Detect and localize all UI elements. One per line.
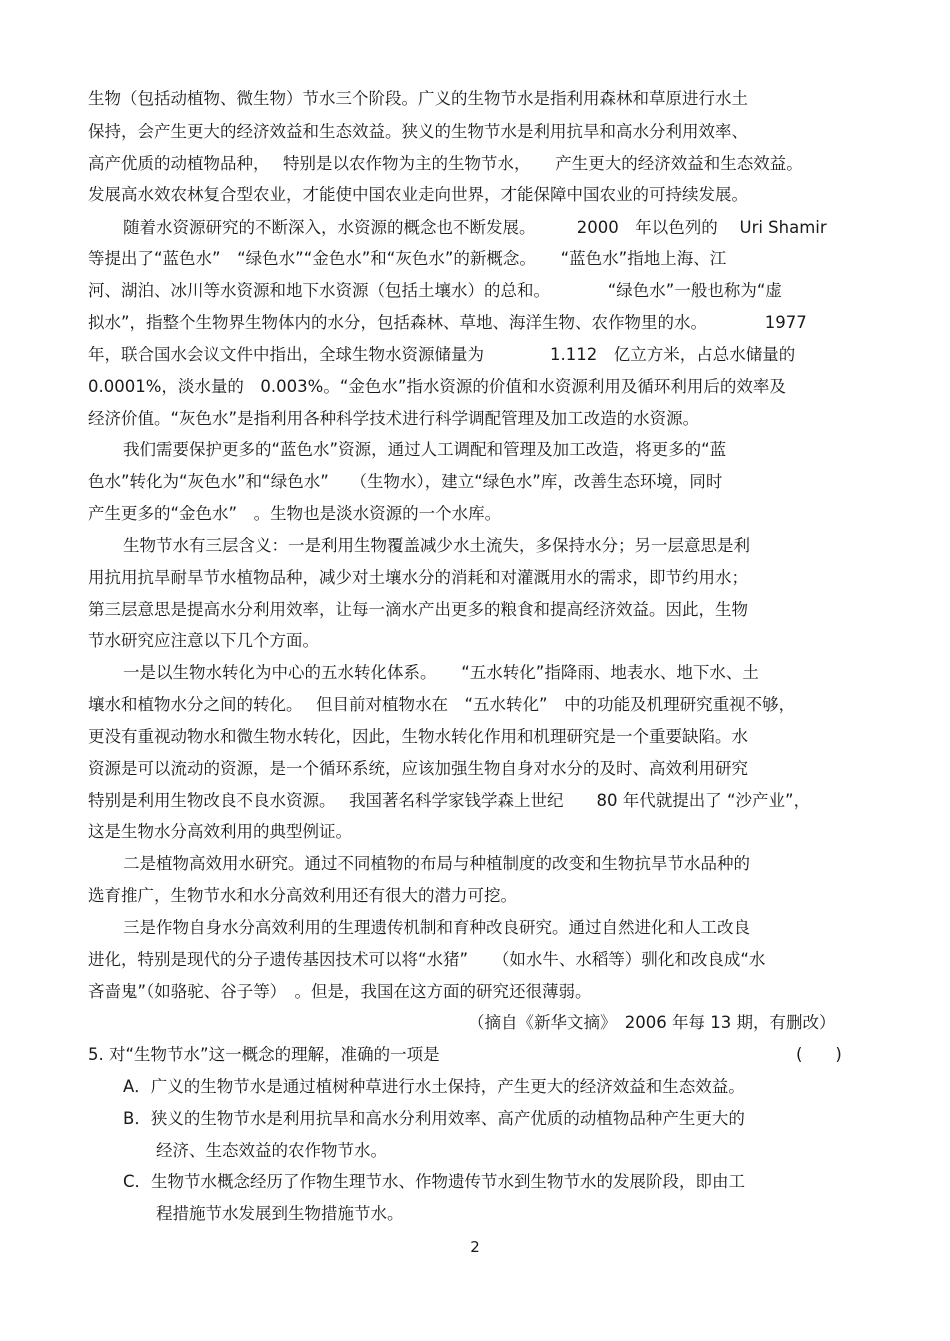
passage-line: 等提出了“蓝色水” “绿色水”“金色水”和“灰色水”的新概念。 “蓝色水”指地上海、江	[88, 249, 727, 268]
answer-parentheses: ( )	[796, 1045, 842, 1064]
passage-line: 吝啬鬼”（如骆驼、谷子等） 。但是，我国在这方面的研究还很薄弱。	[88, 982, 592, 1001]
passage-line: 经济价值。“灰色水”是指利用各种科学技术进行科学调配管理及加工改造的水资源。	[88, 409, 700, 428]
passage-line: 拟水”，指整个生物界生物体内的水分，包括森林、草地、海洋生物、农作物里的水。 1977	[88, 313, 807, 332]
passage-line: 色水”转化为“灰色水”和“绿色水” （生物水），建立“绿色水”库，改善生态环境，同时	[88, 472, 723, 491]
passage-line: 随着水资源研究的不断深入，水资源的概念也不断发展。 2000 年以色列的 Uri Shamir	[123, 218, 827, 237]
passage-line: 二是植物高效用水研究。通过不同植物的布局与种植制度的改变和生物抗旱节水品种的	[123, 854, 750, 873]
passage-line: 选育推广，生物节水和水分高效利用还有很大的潜力可挖。	[88, 886, 517, 905]
passage-line: 用抗用抗旱耐旱节水植物品种，减少对土壤水分的消耗和对灌溉用水的需求，即节约用水；	[88, 568, 748, 587]
passage-line: 保持，会产生更大的经济效益和生态效益。狭义的生物节水是利用抗旱和高水分利用效率、	[88, 122, 748, 141]
option-c-continued: 程措施节水发展到生物措施节水。	[156, 1204, 404, 1223]
passage-line: 第三层意思是提高水分利用效率，让每一滴水产出更多的粮食和提高经济效益。因此，生物	[88, 600, 748, 619]
passage-line: 河、湖泊、冰川等水资源和地下水资源（包括土壤水）的总和。 “绿色水”一般也称为“虚	[88, 281, 782, 300]
passage-line: 壤水和植物水分之间的转化。 但目前对植物水在 “五水转化” 中的功能及机理研究重视不够，	[88, 695, 796, 714]
question-stem: 5. 对“生物节水”这一概念的理解，准确的一项是	[88, 1045, 440, 1064]
passage-line: 更没有重视动物水和微生物水转化，因此，生物水转化作用和机理研究是一个重要缺陷。水	[88, 727, 748, 746]
option-b: B．狭义的生物节水是利用抗旱和高水分利用效率、高产优质的动植物品种产生更大的	[123, 1109, 745, 1128]
passage-line: 特别是利用生物改良不良水资源。 我国著名科学家钱学森上世纪 80 年代就提出了 “沙产业”，	[88, 791, 811, 810]
page-number: 2	[470, 1238, 480, 1256]
option-c: C．生物节水概念经历了作物生理节水、作物遗传节水到生物节水的发展阶段，即由工	[123, 1172, 746, 1191]
passage-line: 发展高水效农林复合型农业，才能使中国农业走向世界，才能保障中国农业的可持续发展。	[88, 185, 748, 204]
passage-line: 生物节水有三层含义：一是利用生物覆盖减少水土流失，多保持水分；另一层意思是利	[123, 536, 750, 555]
passage-line: 0.0001%，淡水量的 0.003%。“金色水”指水资源的价值和水资源利用及循环利用后的效率及	[88, 377, 786, 396]
passage-line: 节水研究应注意以下几个方面。	[88, 631, 319, 650]
passage-line: 高产优质的动植物品种， 特别是以农作物为主的生物节水， 产生更大的经济效益和生态效益。	[88, 154, 803, 173]
passage-line: 三是作物自身水分高效利用的生理遗传机制和育种改良研究。通过自然进化和人工改良	[123, 918, 750, 937]
source-citation: （摘自《新华文摘》 2006 年每 13 期，有删改）	[468, 1013, 836, 1032]
passage-line: 一是以生物水转化为中心的五水转化体系。 “五水转化”指降雨、地表水、地下水、土	[123, 663, 759, 682]
passage-line: 产生更多的“金色水” 。生物也是淡水资源的一个水库。	[88, 504, 502, 523]
passage-line: 生物（包括动植物、微生物）节水三个阶段。广义的生物节水是指利用森林和草原进行水土	[88, 89, 748, 108]
option-b-continued: 经济、生态效益的农作物节水。	[156, 1141, 387, 1160]
passage-line: 年，联合国水会议文件中指出，全球生物水资源储量为 1.112 亿立方米，占总水储量的	[88, 345, 796, 364]
passage-line: 这是生物水分高效利用的典型例证。	[88, 822, 352, 841]
passage-line: 进化，特别是现代的分子遗传基因技术可以将“水猪” （如水牛、水稻等）驯化和改良成“水	[88, 950, 766, 969]
passage-line: 资源是可以流动的资源，是一个循环系统，应该加强生物自身对水分的及时、高效利用研究	[88, 759, 748, 778]
passage-line: 我们需要保护更多的“蓝色水”资源，通过人工调配和管理及加工改造，将更多的“蓝	[123, 440, 727, 459]
option-a: A．广义的生物节水是通过植树种草进行水土保持，产生更大的经济效益和生态效益。	[123, 1077, 745, 1096]
